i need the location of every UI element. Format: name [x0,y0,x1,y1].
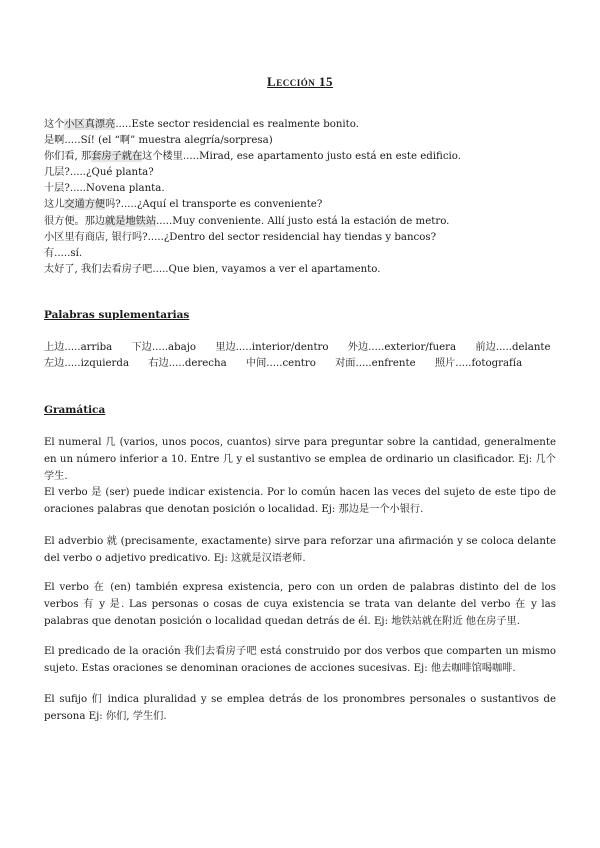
dialogue-text: 太好了, 我们去看房子吧.....Que bien, vayamos a ver el apartamento. [44,263,381,275]
vocab-item: 右边.....derecha [148,358,227,370]
grammar-paragraph: El verbo 是 (ser) puede indicar existencia. Por lo común hacen las veces del sujeto de este tipo de oraciones palabras que denotan posición o localidad. Ej: 那边是一个小银行. [44,487,556,515]
dialogue-text: 小区里有商店, 银行吗?.....¿Dentro del sector residencial hay tiendas y bancos? [44,231,437,243]
highlighted-text: 就是地铁站 [105,215,157,227]
dialogue-text: 是啊.....Sí! (el “啊” muestra alegría/sorpresa) [44,135,273,147]
dialogue-text: 这个楼里.....Mirad, ese apartamento justo está en este edificio. [142,151,461,163]
dialogue-text: 这个 [44,119,65,130]
grammar-paragraph: El adverbio 就 (precisamente, exactamente) sirve para reforzar una afirmación y se coloca delante del verbo o adjetivo predicativo. Ej: 这就是汉语老师. [44,536,556,564]
grammar-paragraph: El sufijo 们 indica pluralidad y se emplea detrás de los pronombres personales o sustantivos de persona Ej: 你们, 学生们. [44,694,556,722]
dialogue-text: 这儿 [44,199,65,211]
vocab-row [44,356,567,372]
vocab-item: 对面.....enfrente [335,358,416,370]
dialogue-block [44,117,564,278]
grammar-paragraph: El numeral 几 (varios, unos pocos, cuantos) sirve para preguntar sobre la cantidad, generalmente en un número inferior a 10. Entre 几 y el sustantivo se emplea de ordinario un clasificador. Ej: 几个学生. [44,437,556,482]
grammar-heading: Gramática [44,404,106,416]
dialogue-line [44,117,564,133]
dialogue-line [44,262,564,278]
vocab-item: 照片.....fotografía [434,358,523,370]
vocab-block [44,340,567,372]
vocab-item: 下边.....abajo [131,342,197,353]
vocab-item: 左边.....izquierda [44,358,130,370]
dialogue-text: 十层?.....Novena planta. [44,183,165,195]
dialogue-line [44,246,564,262]
dialogue-line [44,133,564,149]
grammar-paragraph: El predicado de la oración 我们去看房子吧 está construido por dos verbos que comparten un mismo sujeto. Estas oraciones se denominan oraciones de acciones sucesivas. Ej: 他去咖啡馆喝咖啡. [44,646,556,674]
dialogue-line [44,181,564,197]
dialogue-line [44,165,564,181]
vocab-heading: Palabras suplementarias [44,309,190,321]
lesson-title: Lección 15 [267,74,333,89]
vocab-row [44,340,567,356]
vocab-item: 前边.....delante [475,342,551,353]
dialogue-text: .....Este sector residencial es realmente bonito. [115,119,359,130]
vocab-item: 里边.....interior/dentro [215,342,329,353]
vocab-item: 外边.....exterior/fuera [347,342,457,353]
dialogue-line [44,197,564,213]
dialogue-line [44,149,564,165]
dialogue-text: 很方便。那边 [44,215,106,227]
dialogue-text: 有.....sí. [44,247,83,259]
dialogue-text: .....Muy conveniente. Allí justo está la estación de metro. [156,215,450,227]
highlighted-text: 交通方便 [64,199,106,211]
highlighted-text: 套房子就在 [91,151,143,163]
dialogue-line [44,230,564,246]
vocab-item: 中间.....centro [245,358,316,370]
dialogue-text: 几层?.....¿Qué planta? [44,167,154,179]
dialogue-line [44,214,564,230]
dialogue-text: 你们看, 那 [44,151,92,163]
highlighted-text: 小区真漂亮 [64,119,116,130]
grammar-paragraph: El verbo 在 (en) también expresa existencia, pero con un orden de palabras distinto del de los verbos 有 y 是. Las personas o cosas de cuya existencia se trata van delante del verbo 在 y las palabras que denotan posición o localidad quedan detrás de él. Ej: 地铁站就在附近 他在房子里. [44,582,556,627]
dialogue-text: 吗?.....¿Aquí el transporte es conveniente? [105,199,323,211]
vocab-item: 上边.....arriba [44,342,113,353]
